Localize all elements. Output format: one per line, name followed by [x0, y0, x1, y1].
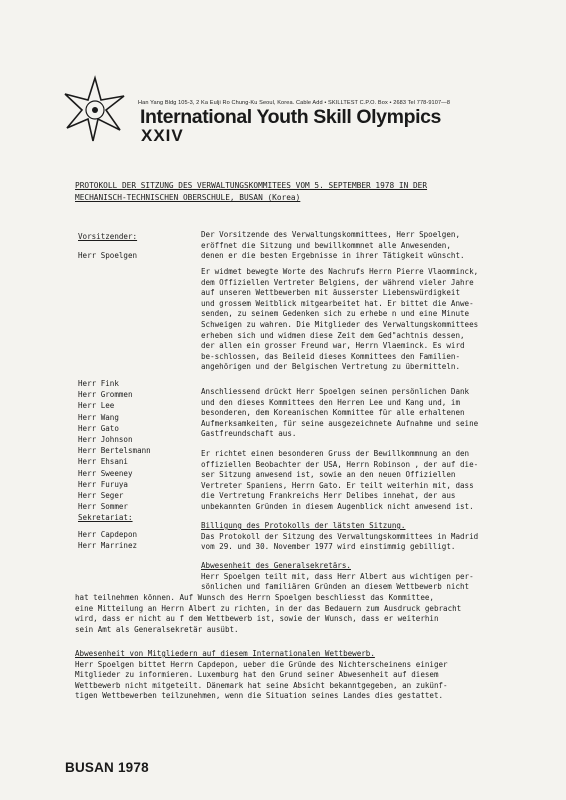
text-line: Herr Spoelgen teilt mit, dass Herr Albert aus wichtigen per-: [201, 571, 474, 581]
text-line: eine Mitteilung an Herrn Albert zu richten, in der das Bedauern zum Ausdruck gebracht: [75, 603, 462, 613]
text-line: tigen Wettbewerben teilzunehmen, wenn die Situation seines Landes dies gestattet.: [75, 691, 444, 701]
paragraph-thanks: [201, 387, 551, 440]
paragraph-greeting: [201, 449, 551, 513]
text-line: senden, zu seinem Gedenken sich zu erhebe n und eine Minute: [201, 309, 470, 319]
member-name: Herr Sweeney: [78, 468, 133, 478]
section-title: Abwesenheit des Generalsekretärs.: [201, 561, 351, 570]
text-line: unbekannten Gründen in diesem Augenblick nicht anwesend ist.: [201, 501, 474, 511]
text-line: dem Offiziellen Vertreter Belgiens, der während vieler Jahre: [201, 277, 474, 287]
text-line: eröffnet die Sitzung und bewillkommnet alle Anwesenden,: [201, 240, 451, 250]
secretariat-block: [78, 512, 137, 551]
text-line: be-schlossen, das Beileid dieses Kommittees den Familien-: [201, 351, 460, 361]
members-list: [78, 378, 151, 512]
text-line: Gastfreundschaft aus.: [201, 429, 297, 439]
text-line: Er widmet bewegte Worte des Nachrufs Herrn Pierre Vlaomminck,: [201, 267, 479, 276]
text-line: Wettbewerb nicht mitgeteilt. Dänemark hat seine Absicht bekanntgegeben, an zukünf-: [75, 680, 448, 690]
text-line: vom 29. und 30. November 1977 wird einstimmig gebilligt.: [201, 542, 456, 552]
text-line: offiziellen Beobachter der USA, Herrn Robinson , der auf die-: [201, 459, 479, 469]
text-line: die Vertretung Frankreichs Herr Delibes innehat, der aus: [201, 491, 456, 501]
text-line: und den dieses Kommittees den Herren Lee und Kang und, im: [201, 397, 460, 407]
section-title: Billigung des Protokolls der lätsten Sitzung.: [201, 521, 406, 530]
text-line: erheben sich und widmen diese Zeit dem Ged"achtnis dessen,: [201, 330, 465, 340]
text-line: der allen ein grosser Freund war, Herrn Vlaeminck. Es wird: [201, 341, 465, 351]
section-absence-secretary-continued: [75, 593, 545, 635]
text-line: Herr Spoelgen bittet Herrn Capdepon, ueber die Gründe des Nichterscheinens einiger: [75, 659, 448, 669]
text-line: auf unseren Wettbewerben mit äusserster Liebenswürdigkeit: [201, 288, 460, 298]
member-name: Herr Bertelsmann: [78, 446, 151, 456]
text-line: besonderen, dem Koreanischen Kommittee für alle erhaltenen: [201, 408, 465, 418]
section-absence-members: [75, 649, 545, 702]
text-line: Aufmerksamkeiten, für seine ausgezeichnete Aufnahme und seine: [201, 418, 479, 428]
text-line: sein Amt als Generalsekretär ausübt.: [75, 624, 239, 634]
letterhead-address: Han Yang Bldg 105-3, 2 Ka Eulji Ro Chung-Ku Seoul, Korea. Cable Add • SKILLTEST C.P.O. Box • 2683 Tel 778-9107—8: [138, 100, 451, 106]
text-line: Vertreter Spaniens, Herrn Gato. Er teilt weiterhin mit, dass: [201, 480, 474, 490]
text-line: Anschliessend drückt Herr Spoelgen seinen persönlichen Dank: [201, 387, 470, 396]
text-line: und grossem Weitblick mitgearbeitet hat. Er bittet die Anwe-: [201, 298, 474, 308]
section-title: Abwesenheit von Mitgliedern auf diesem Internationalen Wettbewerb.: [75, 649, 375, 658]
text-line: denen er die besten Ergebnisse in ihrer Tätigkeit wünscht.: [201, 251, 465, 261]
heading-line-1: PROTOKOLL DER SITZUNG DES VERWALTUNGSKOMMITEES VOM 5. SEPTEMBER 1978 IN DER: [75, 181, 428, 190]
member-name: Herr Lee: [78, 401, 115, 411]
text-line: hat teilnehmen können. Auf Wunsch des Herrn Spoelgen beschliesst das Kommittee,: [75, 593, 434, 602]
chair-name: Herr Spoelgen: [78, 250, 138, 260]
member-name: Herr Ehsani: [78, 457, 128, 467]
secretariat-label: Sekretariat:: [78, 513, 133, 522]
text-line: wird, dass er nicht au f dem Wettbewerb ist, sowie der Wunsch, dass er weiterhin: [75, 614, 439, 624]
section-absence-secretary: [201, 561, 551, 593]
skill-olympics-logo-icon: [60, 74, 130, 144]
footer-location-year: BUSAN 1978: [65, 760, 149, 775]
text-line: Das Protokoll der Sitzung des Verwaltungskommittees in Madrid: [201, 531, 479, 541]
text-line: Mitglieder zu informieren. Luxemburg hat den Grund seiner Abwesenheit auf diesem: [75, 670, 439, 680]
secretariat-name: Herr Capdepon: [78, 530, 138, 539]
member-name: Herr Johnson: [78, 435, 133, 445]
member-name: Herr Wang: [78, 412, 119, 422]
member-name: Herr Sommer: [78, 502, 128, 512]
chair-label: Vorsitzender:: [78, 232, 138, 241]
edition-number: XXIV: [141, 126, 184, 145]
text-line: Schweigen zu wahren. Die Mitglieder des Verwaltungskommittees: [201, 319, 479, 329]
text-line: ser Sitzung anwesend ist, sowie an den neuen Offiziellen: [201, 470, 456, 480]
text-line: Der Vorsitzende des Verwaltungskommittees, Herr Spoelgen,: [201, 230, 460, 239]
member-name: Herr Furuya: [78, 479, 128, 489]
member-name: Herr Fink: [78, 379, 119, 388]
secretariat-name: Herr Marrinez: [78, 541, 138, 550]
member-name: Herr Seger: [78, 491, 124, 501]
text-line: sönlichen und familiären Gründen an diesem Wettbewerb nicht: [201, 582, 470, 592]
paragraph-opening: [201, 230, 551, 262]
heading-line-2: MECHANISCH-TECHNISCHEN OBERSCHULE, BUSAN (Korea): [75, 192, 301, 202]
member-name: Herr Gato: [78, 423, 119, 433]
chair-block: [78, 232, 137, 261]
text-line: Er richtet einen besonderen Gruss der Bewillkommnung an den: [201, 449, 470, 458]
paragraph-obituary: [201, 267, 551, 373]
member-name: Herr Grommen: [78, 390, 133, 400]
protocol-heading: [75, 180, 427, 204]
text-line: angehörigen und der Belgischen Vertretung zu übermitteln.: [201, 362, 460, 372]
section-approval: [201, 521, 551, 553]
organization-name: International Youth Skill Olympics: [140, 106, 441, 128]
